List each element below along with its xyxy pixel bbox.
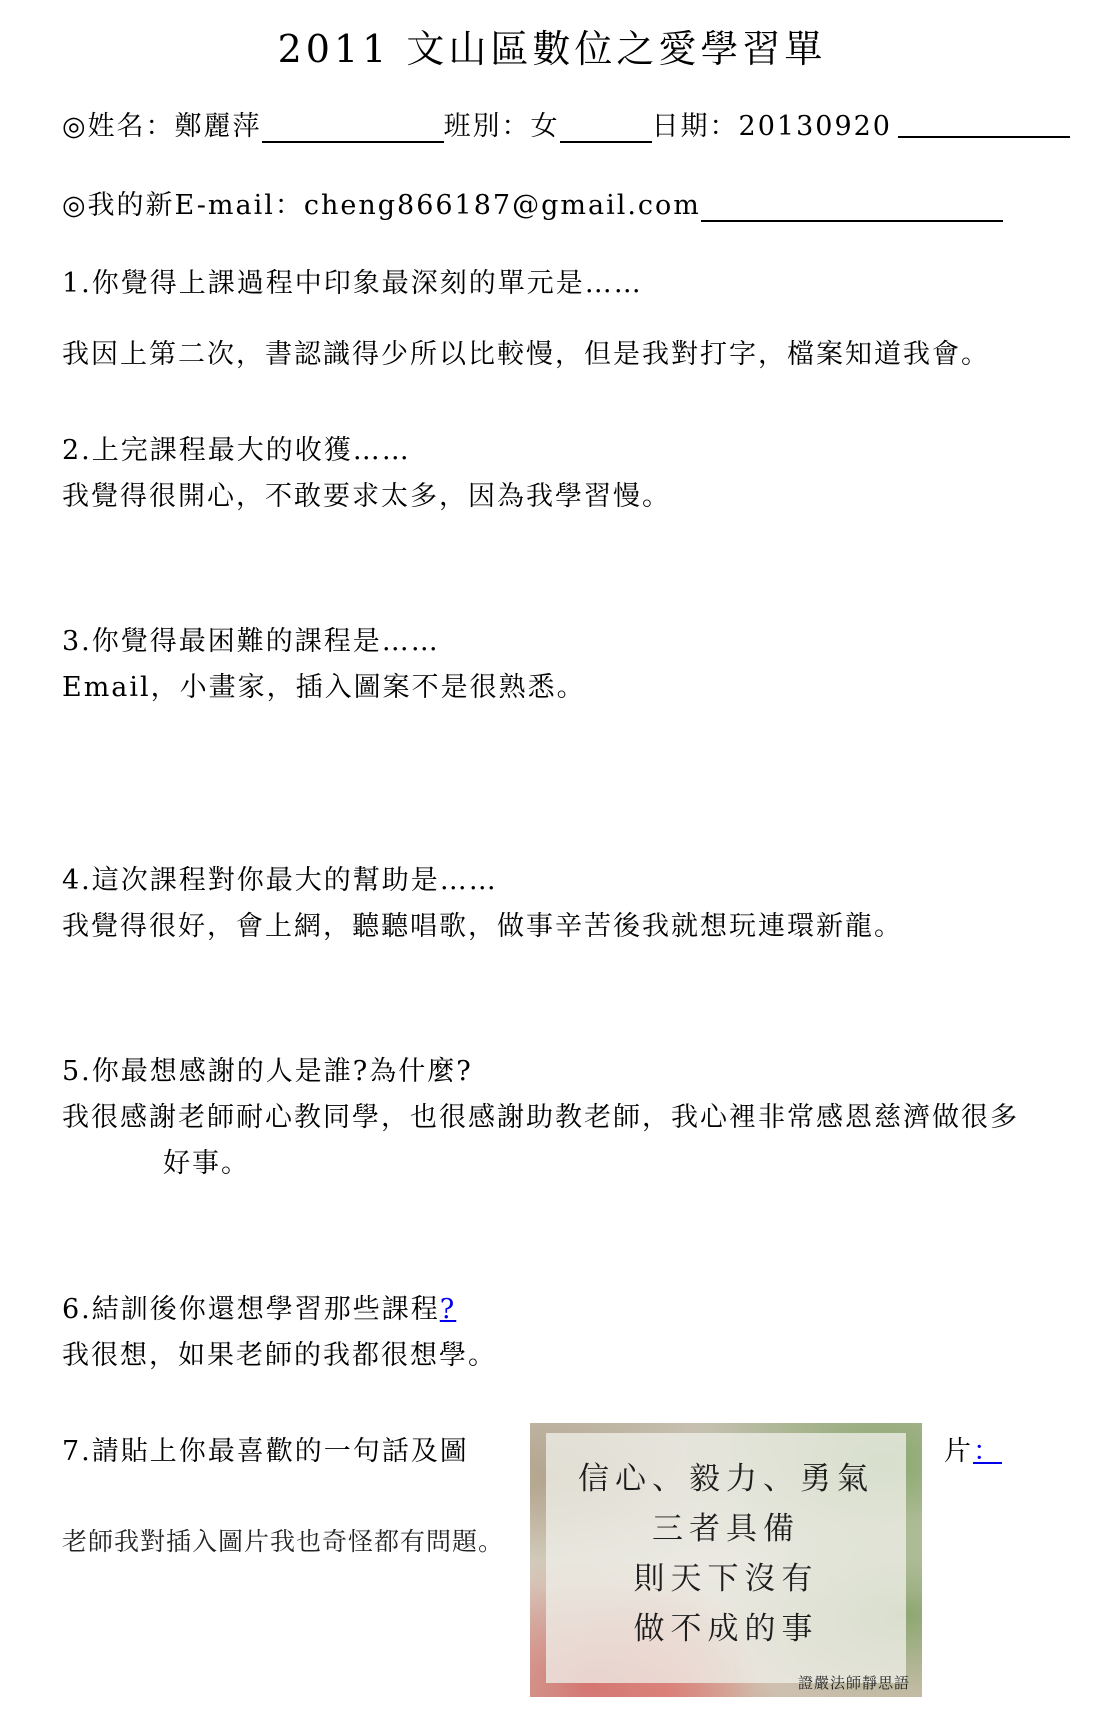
date-label: 日期：20130920 bbox=[651, 111, 892, 142]
name-blank bbox=[262, 111, 444, 143]
quote-line-4: 做不成的事 bbox=[633, 1611, 819, 1647]
question-3: 3.你覺得最困難的課程是…… bbox=[62, 626, 440, 657]
answer-1: 我因上第二次，書認識得少所以比較慢，但是我對打字，檔案知道我會。 bbox=[62, 339, 990, 370]
answer-2: 我覺得很開心，不敢要求太多，因為我學習慢。 bbox=[62, 481, 671, 512]
info-email-row bbox=[62, 183, 1003, 222]
answer-5: 我很感謝老師耐心教同學，也很感謝助教老師，我心裡非常感恩慈濟做很多 bbox=[62, 1102, 1019, 1133]
answer-5-continued: 好事。 bbox=[163, 1148, 250, 1179]
class-label: 班別：女 bbox=[443, 111, 560, 142]
quote-line-2: 三者具備 bbox=[652, 1511, 800, 1547]
quote-line-3: 則天下沒有 bbox=[633, 1561, 819, 1597]
question-5: 5.你最想感謝的人是誰?為什麼? bbox=[62, 1056, 473, 1087]
class-blank bbox=[560, 111, 652, 143]
page-title: 2011 文山區數位之愛學習單 bbox=[277, 27, 827, 71]
question-7-tail bbox=[944, 1429, 1002, 1468]
info-name-row bbox=[62, 104, 892, 143]
question-6-text: 6.結訓後你還想學習那些課程 bbox=[62, 1294, 440, 1325]
question-2: 2.上完課程最大的收獲…… bbox=[62, 435, 411, 466]
answer-6: 我很想，如果老師的我都很想學。 bbox=[62, 1340, 497, 1371]
name-label: ◎姓名：鄭麗萍 bbox=[62, 111, 262, 142]
question-7-link[interactable]: ： bbox=[973, 1436, 1002, 1467]
question-6 bbox=[62, 1287, 456, 1326]
question-7: 7.請貼上你最喜歡的一句話及圖 bbox=[62, 1436, 469, 1467]
email-label: ◎我的新E-mail：cheng866187@gmail.com bbox=[62, 190, 701, 221]
quote-image bbox=[530, 1423, 922, 1697]
quote-line-1: 信心、毅力、勇氣 bbox=[578, 1461, 874, 1497]
question-4: 4.這次課程對你最大的幫助是…… bbox=[62, 865, 498, 896]
answer-3: Email，小畫家，插入圖案不是很熟悉。 bbox=[62, 672, 586, 703]
question-7-tail-text: 片 bbox=[944, 1436, 973, 1467]
quote-signature: 證嚴法師靜思語 bbox=[797, 1674, 910, 1692]
question-1: 1.你覺得上課過程中印象最深刻的單元是…… bbox=[62, 268, 643, 299]
answer-7: 老師我對插入圖片我也奇怪都有問題。 bbox=[62, 1527, 505, 1556]
date-blank bbox=[898, 106, 1070, 138]
question-6-link[interactable]: ? bbox=[439, 1294, 457, 1325]
answer-4: 我覺得很好，會上網，聽聽唱歌，做事辛苦後我就想玩連環新龍。 bbox=[62, 911, 903, 942]
email-blank bbox=[701, 190, 1003, 222]
